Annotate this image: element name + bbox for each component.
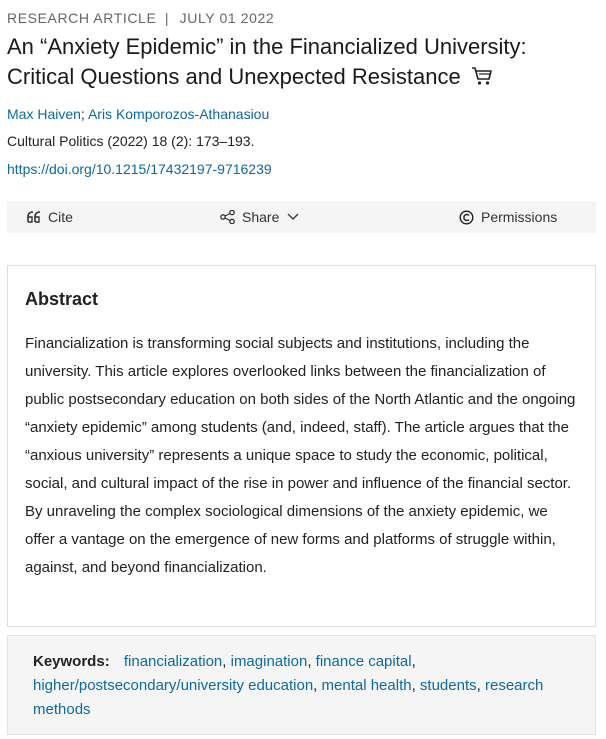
copyright-icon: [459, 210, 474, 225]
author-link[interactable]: Max Haiven: [7, 106, 81, 122]
author-link[interactable]: Aris Komporozos-Athanasiou: [87, 106, 270, 122]
abstract-heading: Abstract: [25, 289, 99, 309]
article-type: RESEARCH ARTICLE: [7, 10, 157, 26]
meta-separator: |: [164, 10, 170, 26]
author-separator: ;: [80, 106, 85, 122]
keywords-label: Keywords:: [33, 653, 110, 670]
share-icon: [220, 210, 235, 224]
keywords-section: [7, 635, 596, 735]
keyword-link[interactable]: mental health: [321, 677, 412, 694]
keyword-link[interactable]: financialization: [123, 653, 223, 670]
keywords-list: Keywords: financialization, imagination, finance capital, higher/postsecondary/university education, mental health, students, research methods: [33, 653, 544, 718]
chevron-down-icon: [287, 213, 299, 221]
doi-link[interactable]: https://doi.org/10.1215/17432197-9716239: [7, 161, 272, 177]
share-label: Share: [242, 209, 280, 225]
cite-label: Cite: [48, 209, 73, 225]
cart-icon[interactable]: [471, 64, 493, 94]
keyword-link[interactable]: imagination: [230, 653, 308, 670]
keyword-link[interactable]: students: [419, 677, 477, 694]
share-button[interactable]: [220, 201, 299, 233]
keyword-link[interactable]: higher/postsecondary/university education: [33, 677, 314, 694]
permissions-label: Permissions: [481, 209, 558, 225]
article-toolbar: [7, 201, 596, 233]
cite-button[interactable]: [27, 201, 73, 233]
abstract-section: [7, 265, 596, 627]
article-meta: [7, 10, 274, 26]
permissions-button[interactable]: [459, 201, 557, 233]
article-date: JULY 01 2022: [179, 10, 275, 26]
citation: Cultural Politics (2022) 18 (2): 173–193.: [7, 133, 255, 149]
author-list: [7, 106, 269, 122]
quote-icon: [27, 211, 41, 223]
abstract-text: Financialization is transforming social subjects and institutions, including the university. This article explores overlooked links between the financialization of public postsecondary education on both sides of the North Atlantic and the ongoing “anxiety epidemic” among students (and, indeed, staff). The article argues that the “anxious university” represents a unique space to study the economic, political, social, and cultural impact of the rise in power and influence of the financial sector. By unraveling the complex sociological dimensions of the anxiety epidemic, we offer a vantage on the emergence of new forms and platforms of struggle within, against, and beyond financialization.: [25, 335, 576, 576]
article-title-text: An “Anxiety Epidemic” in the Financialized University: Critical Questions and Unexpected Resistance: [7, 34, 527, 89]
keyword-link[interactable]: research methods: [33, 677, 544, 718]
keyword-link[interactable]: finance capital: [315, 653, 412, 670]
article-title: [7, 32, 597, 94]
